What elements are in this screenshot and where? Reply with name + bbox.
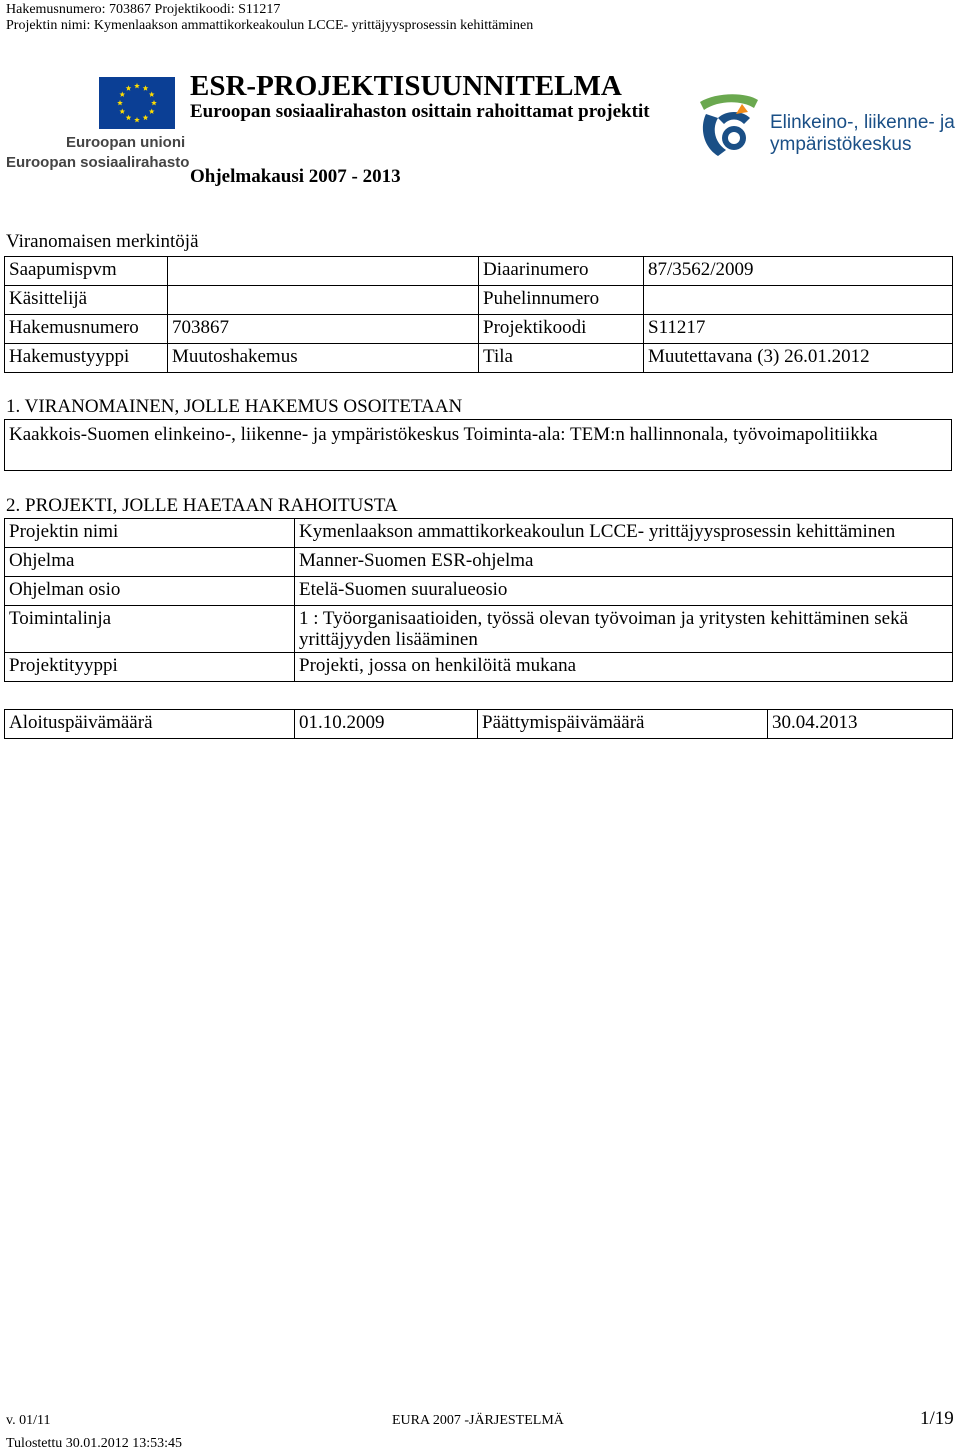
project-field-value: Kymenlaakson ammattikorkeakoulun LCCE- yrittäjyysprosessin kehittäminen	[295, 519, 953, 548]
field-label: Tila	[479, 344, 644, 373]
project-dates-table	[4, 709, 953, 739]
eu-flag-logo	[99, 77, 175, 129]
eu-star-icon	[126, 85, 132, 90]
project-field-label: Ohjelman osio	[5, 577, 295, 606]
project-field-value: Etelä-Suomen suuralueosio	[295, 577, 953, 606]
start-date-label: Aloituspäivämäärä	[5, 710, 295, 739]
field-value	[168, 286, 479, 315]
authority-notes-heading: Viranomaisen merkintöjä	[6, 231, 199, 252]
field-label: Hakemusnumero	[5, 315, 168, 344]
field-value	[644, 286, 953, 315]
authority-notes-row	[5, 315, 953, 344]
eu-star-icon	[134, 83, 140, 88]
authority-notes-table	[4, 256, 953, 373]
section2-heading: 2. PROJEKTI, JOLLE HAETAAN RAHOITUSTA	[6, 495, 398, 516]
footer-page-number: 1/19	[920, 1408, 954, 1429]
authority-notes-row	[5, 257, 953, 286]
eu-star-icon	[117, 100, 123, 105]
project-row	[5, 519, 953, 548]
project-row	[5, 577, 953, 606]
eu-star-icon	[119, 109, 125, 114]
field-label: Saapumispvm	[5, 257, 168, 286]
field-label: Puhelinnumero	[479, 286, 644, 315]
eu-star-icon	[126, 115, 132, 120]
field-label: Käsittelijä	[5, 286, 168, 315]
project-table	[4, 518, 953, 682]
field-value	[168, 257, 479, 286]
start-date-value: 01.10.2009	[295, 710, 478, 739]
eu-star-icon	[143, 115, 149, 120]
project-field-value: Manner-Suomen ESR-ohjelma	[295, 548, 953, 577]
footer-system: EURA 2007 -JÄRJESTELMÄ	[392, 1413, 564, 1428]
document-title: ESR-PROJEKTISUUNNITELMA	[190, 70, 622, 102]
project-row	[5, 606, 953, 653]
authority-notes-row	[5, 344, 953, 373]
project-field-label: Toimintalinja	[5, 606, 295, 653]
page-header-line1: Hakemusnumero: 703867 Projektikoodi: S11217	[6, 2, 281, 17]
ely-logo-text: Elinkeino-, liikenne- ja ympäristökeskus	[770, 112, 955, 155]
eu-star-icon	[151, 100, 157, 105]
field-label: Hakemustyyppi	[5, 344, 168, 373]
project-field-value: Projekti, jossa on henkilöitä mukana	[295, 653, 953, 682]
field-label: Diaarinumero	[479, 257, 644, 286]
field-label: Projektikoodi	[479, 315, 644, 344]
document-subtitle: Euroopan sosiaalirahaston osittain rahoittamat projektit	[190, 101, 650, 122]
ely-emblem-icon	[696, 92, 762, 160]
project-field-label: Projektin nimi	[5, 519, 295, 548]
field-value: 87/3562/2009	[644, 257, 953, 286]
field-value: Muutettavana (3) 26.01.2012	[644, 344, 953, 373]
section1-heading: 1. VIRANOMAINEN, JOLLE HAKEMUS OSOITETAAN	[6, 396, 463, 417]
footer-version: v. 01/11	[6, 1413, 51, 1428]
project-row	[5, 548, 953, 577]
eu-logo-line1: Euroopan unioni	[66, 134, 186, 151]
eu-star-icon	[149, 109, 155, 114]
eu-logo-line2: Euroopan sosiaalirahasto	[6, 154, 190, 171]
project-field-label: Ohjelma	[5, 548, 295, 577]
end-date-label: Päättymispäivämäärä	[478, 710, 768, 739]
field-value: Muutoshakemus	[168, 344, 479, 373]
section1-authority-box	[4, 419, 952, 471]
eu-stars-icon	[99, 77, 175, 129]
eu-star-icon	[134, 117, 140, 122]
project-field-label: Projektityyppi	[5, 653, 295, 682]
field-value: 703867	[168, 315, 479, 344]
project-row	[5, 653, 953, 682]
footer-printed-timestamp: Tulostettu 30.01.2012 13:53:45	[6, 1436, 183, 1451]
eu-star-icon	[119, 92, 125, 97]
project-field-value: 1 : Työorganisaatioiden, työssä olevan työvoiman ja yritysten kehittäminen sekä yrittäjyyden lisääminen	[295, 606, 953, 653]
ely-logo-mark	[696, 92, 762, 160]
eu-star-icon	[149, 92, 155, 97]
authority-notes-row	[5, 286, 953, 315]
section1-content: Kaakkois-Suomen elinkeino-, liikenne- ja ympäristökeskus Toiminta-ala: TEM:n hallinnonala, työvoimapolitiikka	[9, 424, 878, 445]
end-date-value: 30.04.2013	[768, 710, 953, 739]
page-header-line2: Projektin nimi: Kymenlaakson ammattikorkeakoulun LCCE- yrittäjyysprosessin kehittäminen	[6, 18, 534, 33]
field-value: S11217	[644, 315, 953, 344]
eu-star-icon	[143, 85, 149, 90]
program-period: Ohjelmakausi 2007 - 2013	[190, 166, 401, 187]
